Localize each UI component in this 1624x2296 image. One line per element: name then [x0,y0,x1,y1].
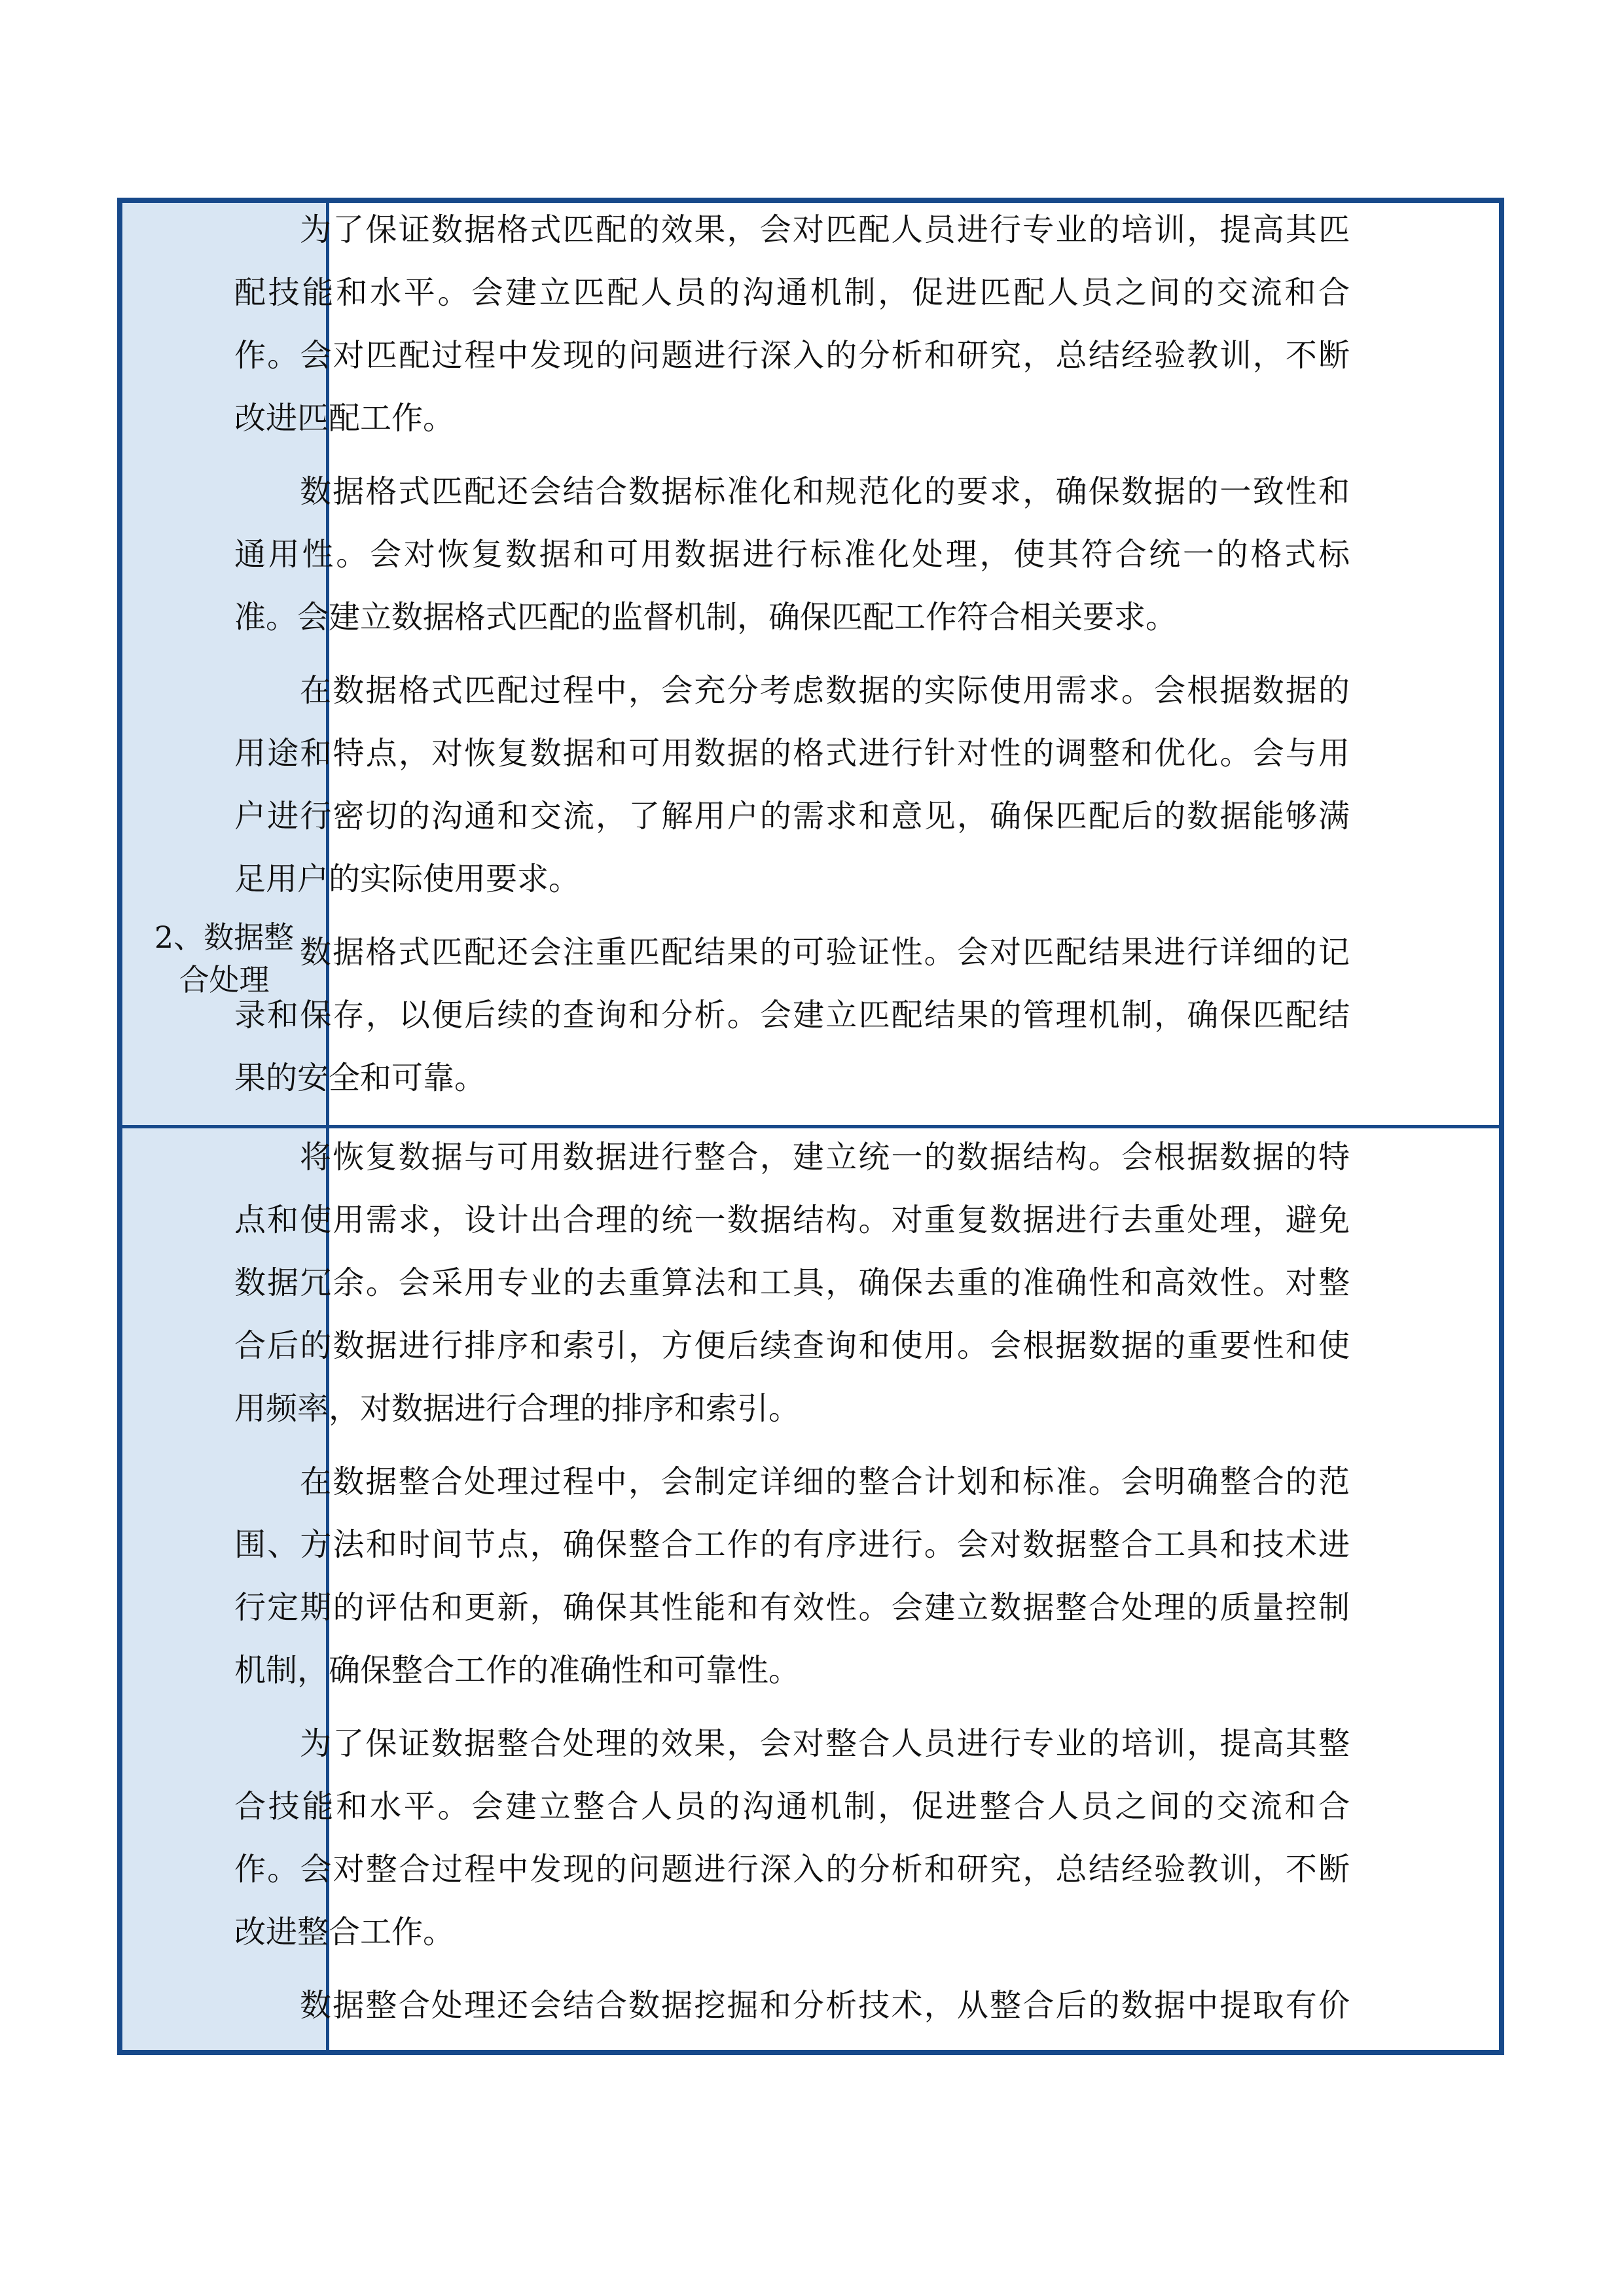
text-line: 数据格式匹配还会注重匹配结果的可验证性。会对匹配结果进行详细的记 [300,934,1350,971]
text-line: 改进整合工作。 [234,1914,455,1950]
text-line: 在数据格式匹配过程中，会充分考虑数据的实际使用需求。会根据数据的 [300,672,1350,709]
row-label-line: 2、数据整 [154,920,295,955]
text-line: 用途和特点，对恢复数据和可用数据的格式进行针对性的调整和优化。会与用 [234,735,1350,772]
text-line: 数据格式匹配还会结合数据标准化和规范化的要求，确保数据的一致性和 [300,473,1350,510]
paragraph [234,659,1350,910]
text-line: 配技能和水平。会建立匹配人员的沟通机制，促进匹配人员之间的交流和合 [234,274,1350,311]
text-line: 通用性。会对恢复数据和可用数据进行标准化处理，使其符合统一的格式标 [234,536,1350,573]
text-line: 户进行密切的沟通和交流，了解用户的需求和意见，确保匹配后的数据能够满 [234,798,1350,834]
row-label-line: 合处理 [179,962,270,997]
paragraph [234,1712,1350,1964]
text-line: 合技能和水平。会建立整合人员的沟通机制，促进整合人员之间的交流和合 [234,1788,1350,1825]
paragraph [234,1126,1350,1440]
text-line: 作。会对整合过程中发现的问题进行深入的分析和研究，总结经验教训，不断 [234,1851,1350,1888]
row-2-content [234,1126,1350,2047]
paragraph [234,198,1350,450]
paragraph [234,460,1350,649]
text-line: 点和使用需求，设计出合理的统一数据结构。对重复数据进行去重处理，避免 [234,1202,1350,1238]
text-line: 果的安全和可靠。 [234,1060,486,1096]
text-line: 数据整合处理还会结合数据挖掘和分析技术，从整合后的数据中提取有价 [300,1987,1350,2024]
text-line: 作。会对匹配过程中发现的问题进行深入的分析和研究，总结经验教训，不断 [234,337,1350,374]
text-line: 为了保证数据整合处理的效果，会对整合人员进行专业的培训，提高其整 [300,1725,1350,1762]
row-1-content [234,198,1350,1120]
text-line: 用频率，对数据进行合理的排序和索引。 [234,1390,801,1427]
text-line: 将恢复数据与可用数据进行整合，建立统一的数据结构。会根据数据的特 [300,1139,1350,1175]
text-line: 准。会建立数据格式匹配的监督机制，确保匹配工作符合相关要求。 [234,599,1178,636]
text-line: 合后的数据进行排序和索引，方便后续查询和使用。会根据数据的重要性和使 [234,1327,1350,1364]
text-line: 在数据整合处理过程中，会制定详细的整合计划和标准。会明确整合的范 [300,1463,1350,1500]
text-line: 行定期的评估和更新，确保其性能和有效性。会建立数据整合处理的质量控制 [234,1589,1350,1626]
text-line: 围、方法和时间节点，确保整合工作的有序进行。会对数据整合工具和技术进 [234,1526,1350,1563]
text-line: 机制，确保整合工作的准确性和可靠性。 [234,1652,801,1689]
text-line: 为了保证数据格式匹配的效果，会对匹配人员进行专业的培训，提高其匹 [300,211,1350,248]
text-line: 足用户的实际使用要求。 [234,861,581,897]
text-line: 数据冗余。会采用专业的去重算法和工具，确保去重的准确性和高效性。对整 [234,1265,1350,1301]
paragraph [234,1450,1350,1702]
paragraph [234,1974,1350,2037]
text-line: 录和保存，以便后续的查询和分析。会建立匹配结果的管理机制，确保匹配结 [234,997,1350,1033]
paragraph [234,921,1350,1109]
text-line: 改进匹配工作。 [234,400,455,437]
